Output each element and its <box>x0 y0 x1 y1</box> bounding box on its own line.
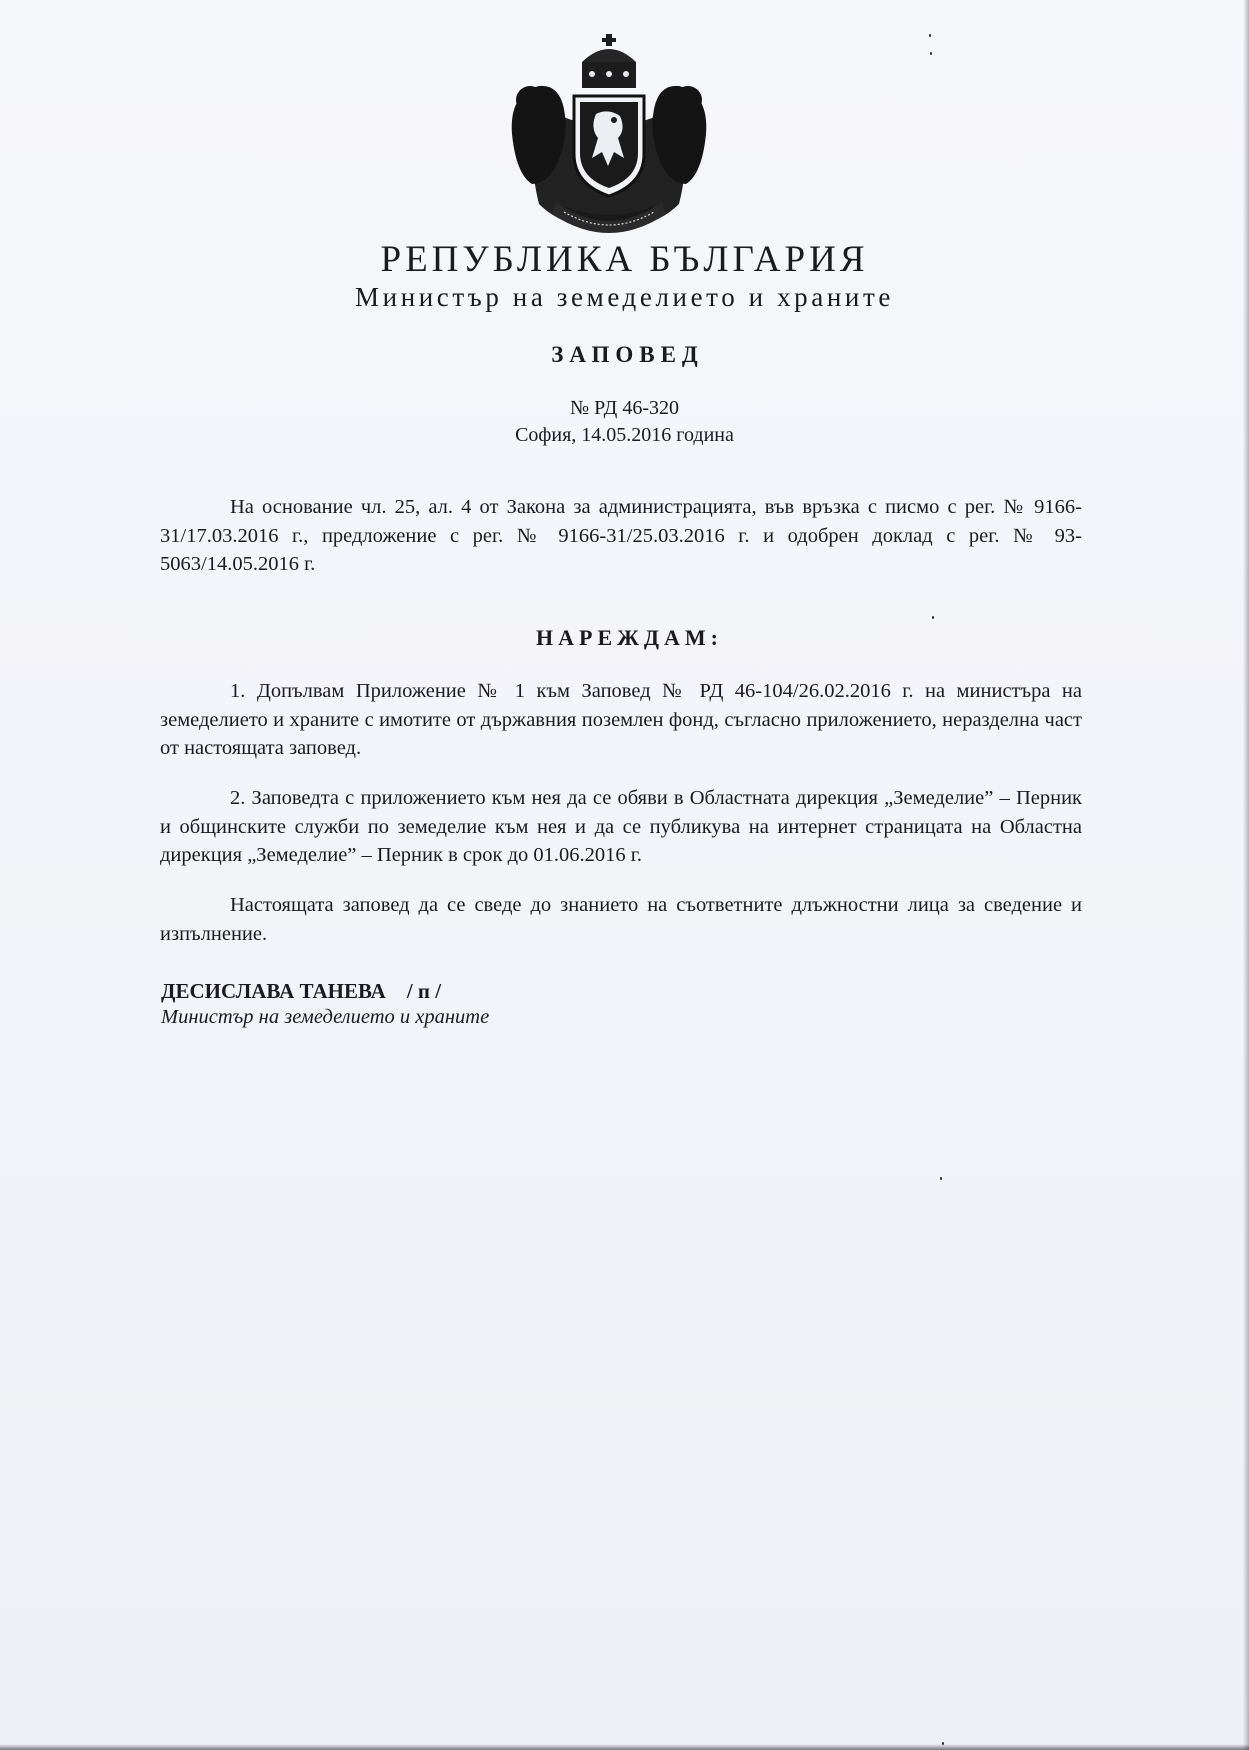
legal-basis-paragraph: На основание чл. 25, ал. 4 от Закона за администрацията, във връзка с писмо с рег. № 9166-31/17.03.2016 г., предложение с рег. № 9166-31/25.03.2016 г. и одобрен доклад с рег. № 93-5063/14.05.2016 г. <box>160 496 1082 575</box>
ministry-subtitle: Министър на земеделието и храните <box>355 282 894 312</box>
order-item-1: 1. Допълвам Приложение № 1 към Заповед № РД 46-104/26.02.2016 г. на министъра на земеделието и храните с имотите от държавния поземлен фонд, съгласно приложението, неразделна част от настоящата заповед. <box>160 680 1082 759</box>
scan-speck <box>929 34 931 37</box>
coat-of-arms-icon <box>504 34 714 242</box>
signatory-role: Министър на земеделието и храните <box>161 1006 490 1028</box>
country-title: РЕПУБЛИКА БЪЛГАРИЯ <box>380 239 869 280</box>
scan-speck <box>932 616 934 619</box>
place-and-date: София, 14.05.2016 година <box>515 424 734 446</box>
scan-edge-bottom <box>0 1744 1249 1750</box>
document-type-heading: ЗАПОВЕД <box>551 342 704 367</box>
order-item-2: 2. Заповедта с приложението към нея да се обяви в Областната дирекция „Земеделие” – Перник и общинските служби по земеделие към нея и да се публикува на интернет страницата на Областна дирекция „Земеделие” – Перник в срок до 01.06.2016 г. <box>160 787 1082 866</box>
coat-of-arms-emblem <box>504 34 714 242</box>
order-number: № РД 46-320 <box>569 397 679 419</box>
closing-paragraph: Настоящата заповед да се сведе до знанието на съответните длъжностни лица за сведение и изпълнение. <box>160 894 1082 945</box>
signatory-name: ДЕСИСЛАВА ТАНЕВА / п / <box>161 979 442 1003</box>
order-directive-heading: НАРЕЖДАМ: <box>536 625 723 650</box>
scan-speck <box>940 1177 942 1180</box>
scan-speck <box>930 52 932 55</box>
scan-edge-right <box>1243 0 1249 1750</box>
